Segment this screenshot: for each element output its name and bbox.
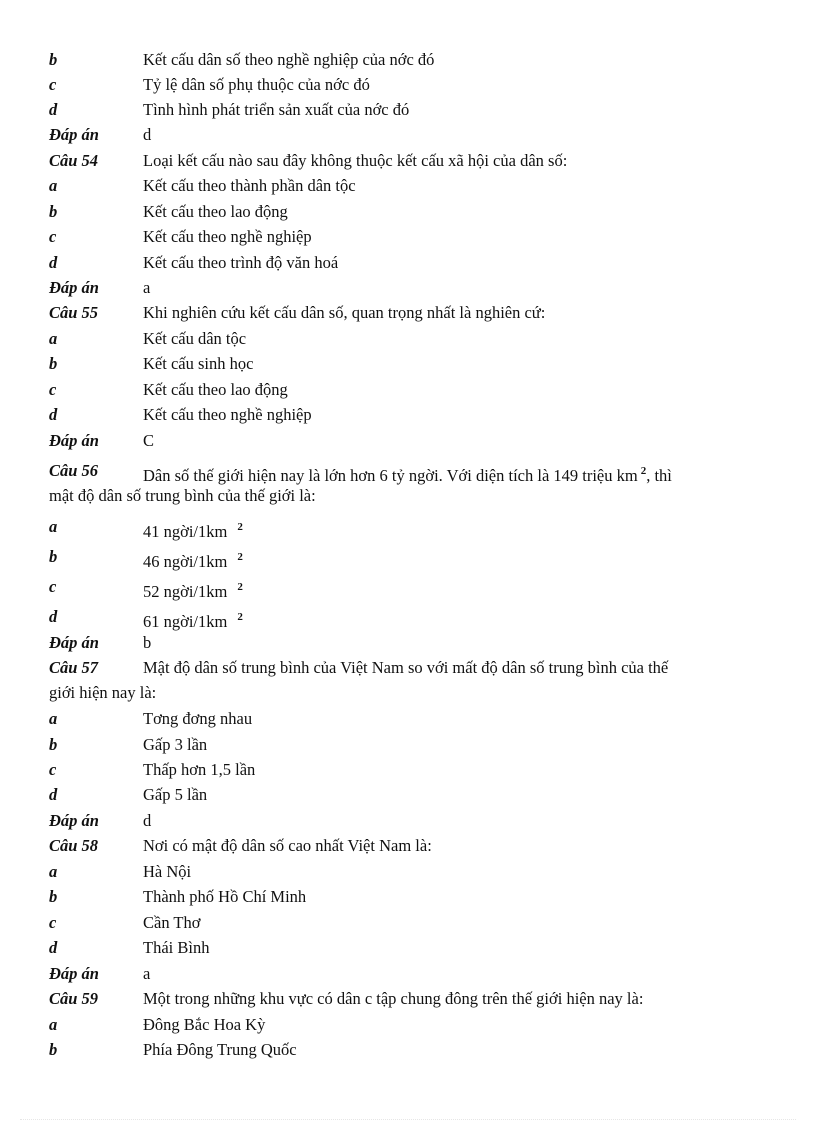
option-value: 52 ngời/1km <box>143 582 228 601</box>
option-text: Kết cấu dân tộc <box>143 329 247 348</box>
superscript: 2 <box>237 521 243 533</box>
option-text: Kết cấu theo trình độ văn hoá <box>143 253 339 272</box>
answer-label: Đáp án <box>49 811 99 830</box>
option-text: Gấp 5 lần <box>143 785 208 804</box>
option-text: Tỷ lệ dân số phụ thuộc của nớc đó <box>143 75 370 94</box>
answer-label: Đáp án <box>49 431 99 450</box>
option-label: b <box>49 735 58 754</box>
answer-text: C <box>143 431 155 450</box>
superscript: 2 <box>237 581 243 593</box>
option-text: Kết cấu theo nghề nghiệp <box>143 227 312 246</box>
option-label: d <box>49 938 58 957</box>
question-label: Câu 56 <box>49 461 99 480</box>
question-text: Một trong những khu vực có dân c tập chung đông trên thế giới hiện nay là: <box>143 989 644 1008</box>
answer-label: Đáp án <box>49 125 99 144</box>
question-text-main: Dân số thế giới hiện nay là lớn hơn 6 tỷ ngời. Với diện tích là 149 triệu km <box>143 466 638 485</box>
option-value: 41 ngời/1km <box>143 522 228 541</box>
option-label: c <box>49 227 57 246</box>
answer-label: Đáp án <box>49 633 99 652</box>
answer-label: Đáp án <box>49 964 99 983</box>
option-label: b <box>49 202 58 221</box>
option-label: a <box>49 329 58 348</box>
option-label: b <box>49 1040 58 1059</box>
option-label: a <box>49 517 58 536</box>
question-text: Nơi có mật độ dân số cao nhất Việt Nam là: <box>143 836 432 855</box>
answer-text: a <box>143 964 151 983</box>
superscript: 2 <box>237 611 243 623</box>
option-label: b <box>49 547 58 566</box>
option-text: Phía Đông Trung Quốc <box>143 1040 297 1059</box>
option-text: Thấp hơn 1,5 lần <box>143 760 256 779</box>
question-text <box>143 461 672 486</box>
question-label: Câu 54 <box>49 151 99 170</box>
option-text <box>143 547 243 572</box>
option-text <box>143 577 243 602</box>
option-text: Kết cấu theo lao động <box>143 380 288 399</box>
answer-text: d <box>143 125 152 144</box>
question-text: Mật độ dân số trung bình của Việt Nam so với mất độ dân số trung bình của thế <box>143 658 669 677</box>
option-label: d <box>49 607 58 626</box>
option-text: Gấp 3 lần <box>143 735 208 754</box>
question-text: Loại kết cấu nào sau đây không thuộc kết cấu xã hội của dân số: <box>143 151 568 170</box>
option-text: Đông Bắc Hoa Kỳ <box>143 1015 266 1034</box>
option-text: Tơng đơng nhau <box>143 709 253 728</box>
question-text: Khi nghiên cứu kết cấu dân số, quan trọng nhất là nghiên cứ: <box>143 303 546 322</box>
option-label: d <box>49 100 58 119</box>
question-label: Câu 57 <box>49 658 99 677</box>
answer-text: b <box>143 633 152 652</box>
option-label: a <box>49 176 58 195</box>
option-text: Kết cấu theo lao động <box>143 202 288 221</box>
superscript: 2 <box>237 551 243 563</box>
question-label: Câu 59 <box>49 989 99 1008</box>
option-text: Kết cấu dân số theo nghề nghiệp của nớc đó <box>143 50 435 69</box>
page-bottom-rule <box>20 1119 796 1120</box>
answer-text: a <box>143 278 151 297</box>
question-text-tail: , thì <box>646 466 672 485</box>
option-text: Thái Bình <box>143 938 210 957</box>
option-text: Tình hình phát triển sản xuất của nớc đó <box>143 100 410 119</box>
option-label: a <box>49 709 58 728</box>
answer-label: Đáp án <box>49 278 99 297</box>
option-label: c <box>49 75 57 94</box>
option-label: b <box>49 354 58 373</box>
superscript: 2 <box>640 465 647 477</box>
question-label: Câu 55 <box>49 303 99 322</box>
option-text: Cần Thơ <box>143 913 201 932</box>
question-continuation: giới hiện nay là: <box>49 683 157 702</box>
option-value: 46 ngời/1km <box>143 552 228 571</box>
answer-text: d <box>143 811 152 830</box>
option-text <box>143 607 243 632</box>
option-label: a <box>49 862 58 881</box>
question-continuation: mật độ dân số trung bình của thế giới là: <box>49 486 316 505</box>
option-label: d <box>49 253 58 272</box>
option-text: Kết cấu theo nghề nghiệp <box>143 405 312 424</box>
option-label: b <box>49 50 58 69</box>
option-value: 61 ngời/1km <box>143 612 228 631</box>
option-label: d <box>49 405 58 424</box>
option-text: Thành phố Hồ Chí Minh <box>143 887 307 906</box>
option-label: c <box>49 577 57 596</box>
option-label: c <box>49 380 57 399</box>
option-label: b <box>49 887 58 906</box>
option-text: Kết cấu theo thành phần dân tộc <box>143 176 356 195</box>
option-label: c <box>49 760 57 779</box>
question-label: Câu 58 <box>49 836 99 855</box>
option-text <box>143 517 243 542</box>
option-label: a <box>49 1015 58 1034</box>
option-label: c <box>49 913 57 932</box>
option-text: Hà Nội <box>143 862 192 881</box>
option-text: Kết cấu sinh học <box>143 354 254 373</box>
option-label: d <box>49 785 58 804</box>
